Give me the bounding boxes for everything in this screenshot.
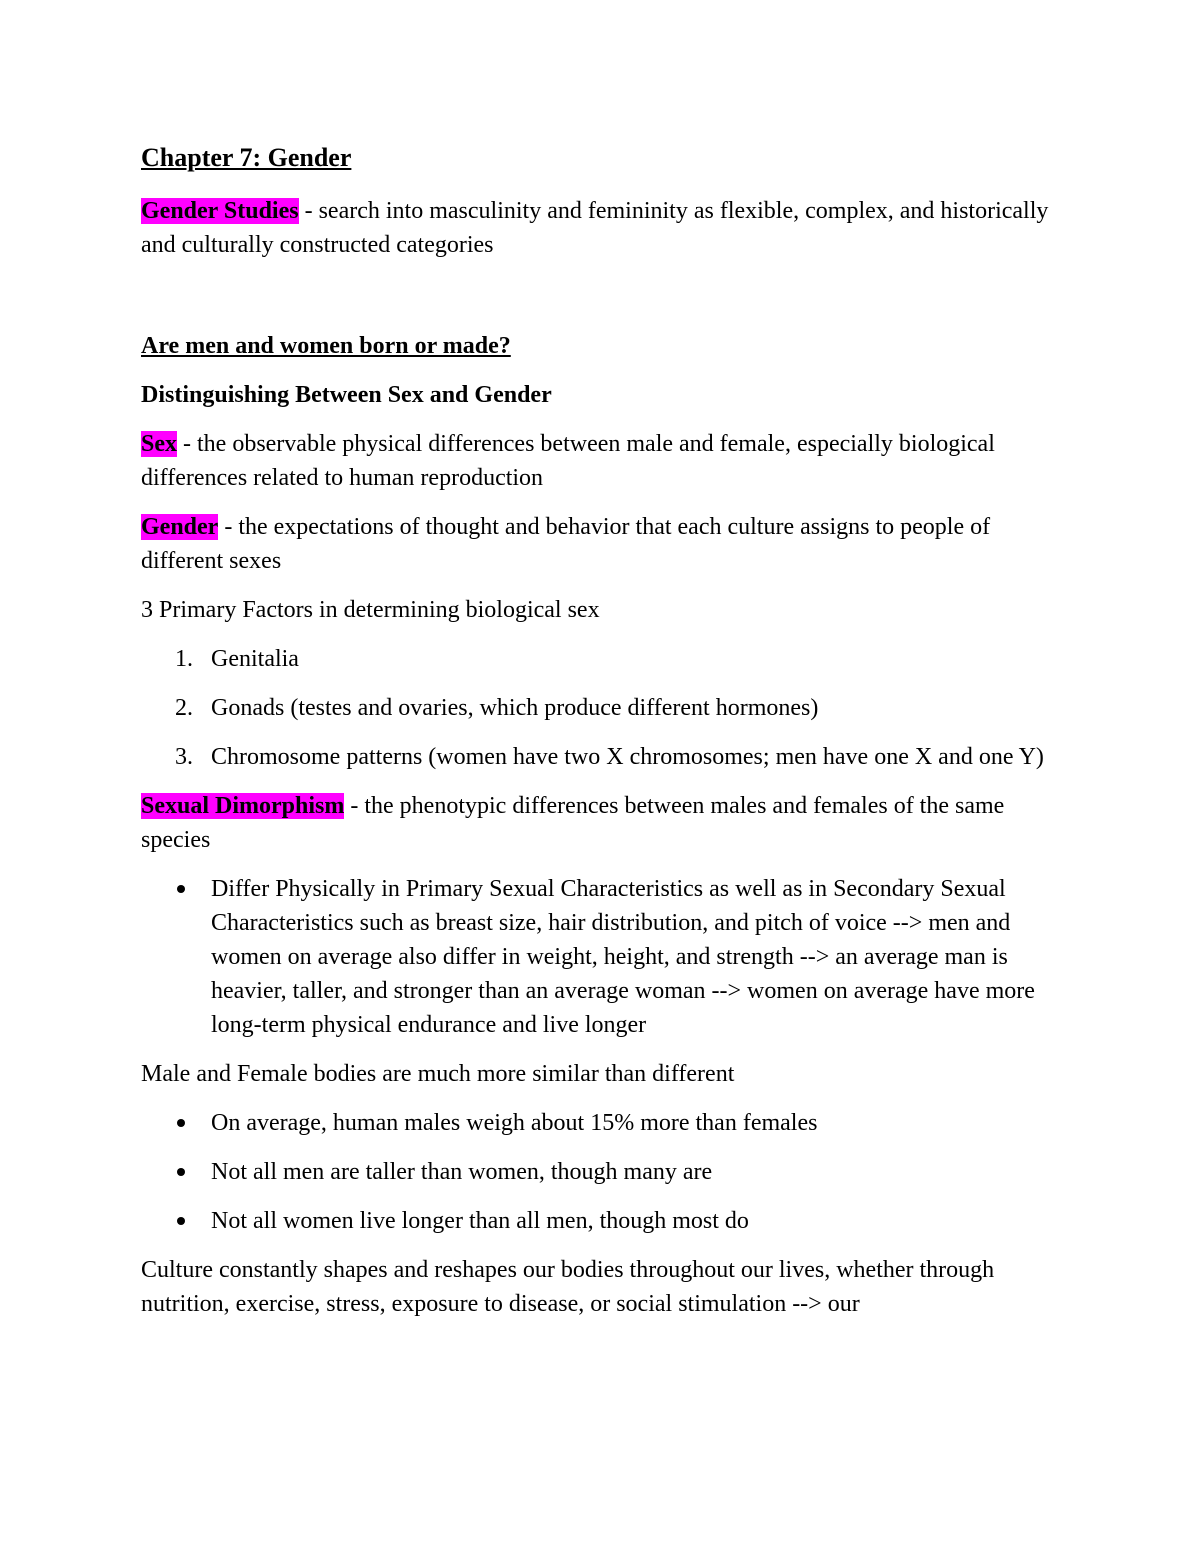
list-item-text: Not all men are taller than women, though many are	[211, 1159, 713, 1185]
list-number: 3.	[175, 744, 193, 770]
document-page	[141, 139, 1061, 1336]
bullet-icon	[177, 1119, 185, 1127]
similarity-bullets	[141, 1106, 1061, 1238]
definition-sex	[141, 427, 1061, 495]
list-item	[141, 691, 1061, 725]
dimorphism-bullets	[141, 872, 1061, 1042]
list-item-text: Differ Physically in Primary Sexual Characteristics as well as in Secondary Sexual Characteristics such as breast size, hair distribution, and pitch of voice --> men and women on average also differ in weight, height, and strength --> an average man is heavier, taller, and stronger than an average woman --> women on average have more long-term physical endurance and live longer	[211, 876, 1035, 1038]
definition-text: - the observable physical differences between male and female, especially biological differences related to human reproduction	[141, 431, 995, 491]
list-item	[141, 642, 1061, 676]
highlighted-term: Gender Studies	[141, 198, 299, 224]
bullet-icon	[177, 1217, 185, 1225]
list-item	[141, 872, 1061, 1042]
definition-sexual-dimorphism	[141, 789, 1061, 857]
list-item	[141, 1155, 1061, 1189]
highlighted-term: Gender	[141, 514, 219, 540]
list-item-text: Chromosome patterns (women have two X chromosomes; men have one X and one Y)	[211, 744, 1044, 770]
list-item	[141, 1204, 1061, 1238]
list-item	[141, 740, 1061, 774]
definition-gender	[141, 510, 1061, 578]
factors-list	[141, 642, 1061, 774]
definition-text: - the expectations of thought and behavior that each culture assigns to people of different sexes	[141, 514, 991, 574]
list-item-text: On average, human males weigh about 15% more than females	[211, 1110, 818, 1136]
similarity-intro: Male and Female bodies are much more similar than different	[141, 1061, 735, 1087]
factors-intro: 3 Primary Factors in determining biological sex	[141, 597, 600, 623]
definition-gender-studies	[141, 194, 1061, 262]
chapter-title: Chapter 7: Gender	[141, 143, 352, 172]
highlighted-term: Sexual Dimorphism	[141, 793, 345, 819]
list-item-text: Genitalia	[211, 646, 299, 672]
bullet-icon	[177, 885, 185, 893]
bullet-icon	[177, 1168, 185, 1176]
section-heading: Distinguishing Between Sex and Gender	[141, 382, 552, 408]
list-item-text: Gonads (testes and ovaries, which produce different hormones)	[211, 695, 819, 721]
highlighted-term: Sex	[141, 431, 177, 457]
definition-text: - search into masculinity and femininity as flexible, complex, and historically and culturally constructed categories	[141, 198, 1049, 258]
definition-text: - the phenotypic differences between males and females of the same species	[141, 793, 1005, 853]
list-item	[141, 1106, 1061, 1140]
list-item-text: Not all women live longer than all men, though most do	[211, 1208, 749, 1234]
list-number: 1.	[175, 646, 193, 672]
question-heading: Are men and women born or made?	[141, 333, 511, 359]
culture-paragraph: Culture constantly shapes and reshapes our bodies throughout our lives, whether through nutrition, exercise, stress, exposure to disease, or social stimulation --> our	[141, 1257, 995, 1317]
list-number: 2.	[175, 695, 193, 721]
